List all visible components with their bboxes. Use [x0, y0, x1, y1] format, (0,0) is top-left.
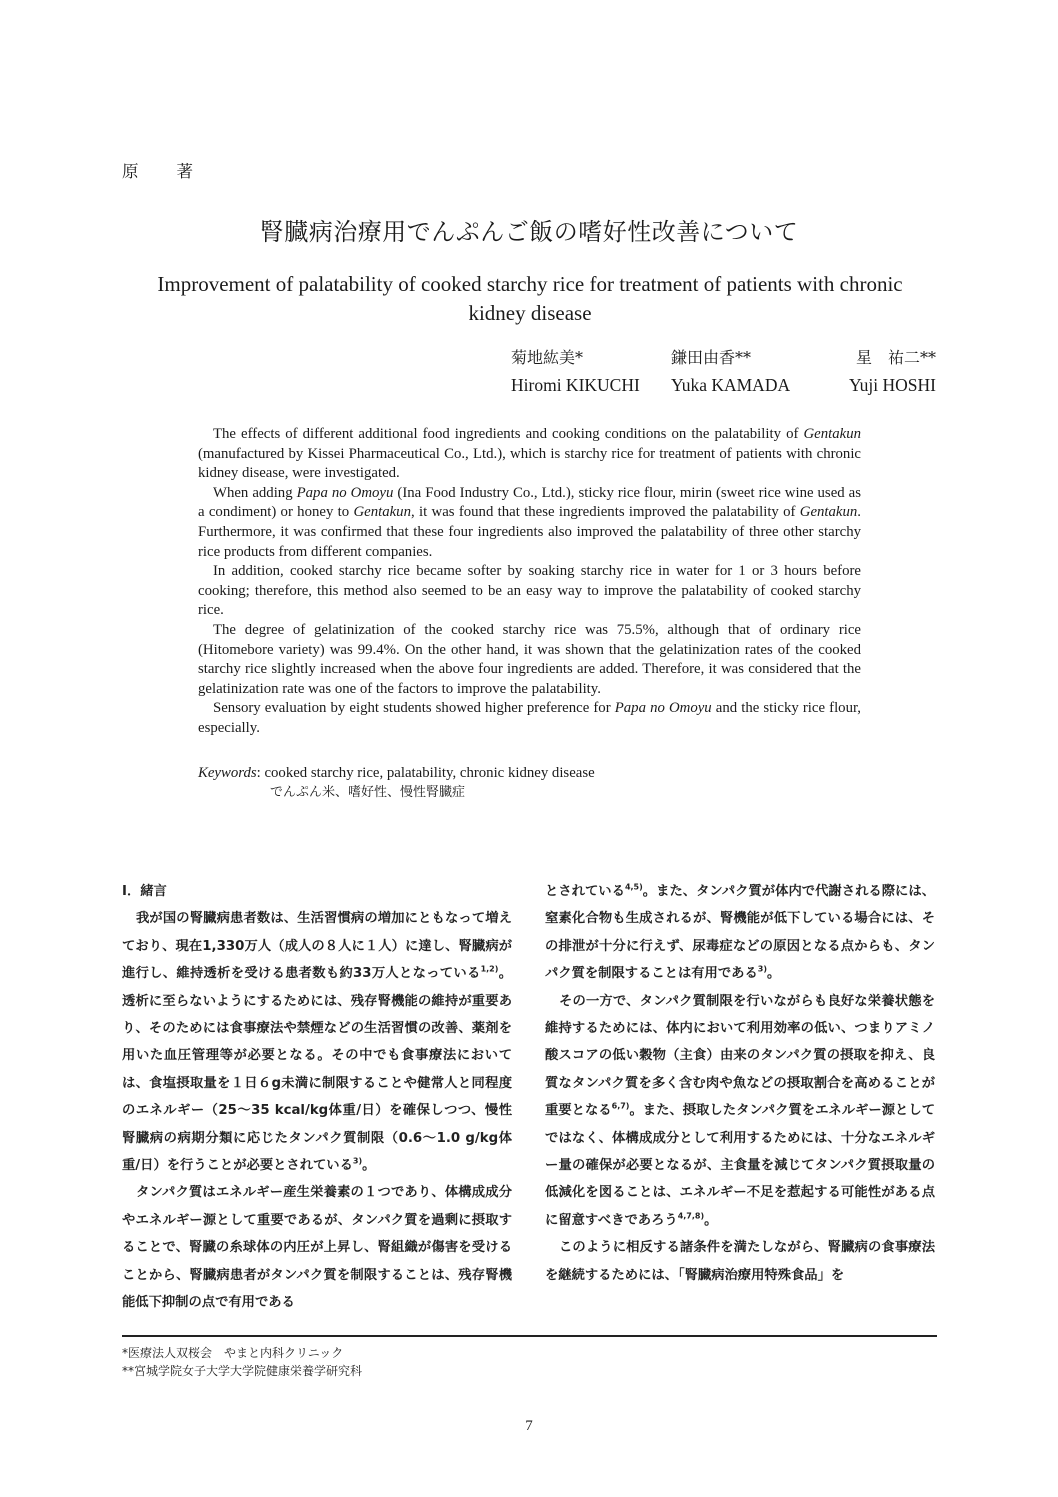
author-3-ja: 星 祐二**: [855, 348, 936, 367]
authors-english: [476, 375, 936, 396]
abstract-paragraph: When adding Papa no Omoyu (Ina Food Industry Co., Ltd.), sticky rice flour, mirin (sweet rice wine used as a condiment) or honey to Gentakun, it was found that these ingredients improved the palatability of Gentakun. Furthermore, it was confirmed that these four ingredients also improved the palatability of three other starchy rice products from different companies.: [198, 484, 861, 560]
author-1-en: Hiromi KIKUCHI: [511, 375, 640, 395]
body-paragraph: タンパク質はエネルギー産生栄養素の１つであり、体構成成分やエネルギー源として重要であるが、タンパク質を過剰に摂取することで、腎臓の糸球体の内圧が上昇し、腎組織が傷害を受けることから、腎臓病患者がタンパク質を制限することは、残存腎機能低下抑制の点で有用である: [122, 1185, 512, 1311]
page-number: 7: [525, 1418, 533, 1434]
authors: [476, 345, 936, 396]
author-2-en: Yuka KAMADA: [671, 375, 791, 395]
body-paragraph: その一方で、タンパク質制限を行いながらも良好な栄養状態を維持するためには、体内において利用効率の低い、つまりアミノ酸スコアの低い穀物（主食）由来のタンパク質の摂取を抑え、良質なタンパク質を多く含む肉や魚などの摂取割合を高めることが重要となる$^{6,7)}$。また、摂取したタンパク質をエネルギー源としてではなく、体構成成分として利用するためには、十分なエネルギー量の確保が必要となるが、主食量を減じてタンパク質摂取量の低減化を図ることは、エネルギー不足を惹起する可能性がある点に留意すべきであろう$^{4,7,8)}$。: [545, 993, 935, 1228]
section-label: 原著: [122, 162, 231, 181]
citation: 1,2): [480, 964, 499, 974]
citation: 3): [757, 964, 767, 974]
keywords-english: Keywords: cooked starchy rice, palatability, chronic kidney disease: [198, 765, 595, 781]
title-japanese: 腎臓病治療用でんぷんご飯の嗜好性改善について: [259, 218, 799, 246]
body-paragraph: このように相反する諸条件を満たしながら、腎臓病の食事療法を継続するためには、「腎臓病治療用特殊食品」を: [545, 1240, 935, 1283]
body-column-right: [545, 878, 935, 1289]
footnotes: [122, 1344, 362, 1380]
abstract-paragraph: The degree of gelatinization of the cooked starchy rice was 75.5%, although that of ordinary rice (Hitomebore variety) was 99.4%. On the other hand, it was shown that the gelatinization rates of the cooked starchy rice slightly increased when the above four ingredients are added. Therefore, it was considered that the gelatinization rate was one of the factors to improve the palatability.: [198, 621, 861, 697]
footnote-1: *医療法人双桜会 やまと内科クリニック: [122, 1346, 344, 1360]
citation: 4,7,8): [677, 1211, 705, 1221]
body-column-left: [122, 878, 512, 1317]
footnote-divider: [122, 1335, 937, 1337]
abstract-paragraph: In addition, cooked starchy rice became softer by soaking starchy rice in water for 1 or 3 hours before cooking; therefore, this method also seemed to be an easy way to improve the palatability of cooked starchy rice.: [198, 563, 861, 619]
abstract: [198, 425, 861, 739]
citation: 6,7): [611, 1101, 630, 1111]
abstract-paragraph: The effects of different additional food ingredients and cooking conditions on the palatability of Gentakun (manufactured by Kissei Pharmaceutical Co., Ltd.), which is starchy rice for treatment of patients with chronic kidney disease, were investigated.: [198, 426, 861, 482]
section-heading: Ⅰ．緒言: [122, 884, 167, 899]
body-paragraph: 我が国の腎臓病患者数は、生活習慣病の増加にともなって増えており、現在1,330万人（成人の８人に１人）に達し、腎臓病が進行し、維持透析を受ける患者数も約33万人となっている$^{1,2)}$。透析に至らないようにするためには、残存腎機能の維持が重要あり、そのためには食事療法や禁煙などの生活習慣の改善、薬剤を用いた血圧管理等が必要となる。その中でも食事療法においては、食塩摂取量を１日６g未満に制限することや健常人と同程度のエネルギー（25～35 kcal/kg体重/日）を確保しつつ、慢性腎臓病の病期分類に応じたタンパク質制限（0.6～1.0 g/kg体重/日）を行うことが必要とされている$^{3)}$。: [122, 911, 512, 1174]
author-2-ja: 鎌田由香**: [671, 348, 752, 367]
abstract-paragraph: Sensory evaluation by eight students showed higher preference for Papa no Omoyu and the sticky rice flour, especially.: [198, 700, 862, 736]
body-paragraph: とされている$^{4,5)}$。また、タンパク質が体内で代謝される際には、窒素化合物も生成されるが、腎機能が低下している場合には、その排泄が十分に行えず、尿毒症などの原因となる点からも、タンパク質を制限することは有用である$^{3)}$。: [545, 882, 935, 982]
citation: 4,5): [624, 882, 643, 892]
keywords: [198, 764, 595, 802]
author-1-ja: 菊地紘美*: [511, 348, 584, 367]
footnote-2: **宮城学院女子大学大学院健康栄養学研究科: [122, 1364, 363, 1378]
keywords-label: Keywords: [198, 765, 257, 781]
author-3-en: Yuji HOSHI: [848, 375, 936, 395]
title-english: Improvement of palatability of cooked starchy rice for treatment of patients with chronic kidney disease: [157, 272, 903, 325]
keywords-japanese: でんぷん米、嗜好性、慢性腎臓症: [270, 785, 466, 800]
authors-japanese: [476, 345, 936, 375]
citation: 3): [352, 1156, 363, 1166]
